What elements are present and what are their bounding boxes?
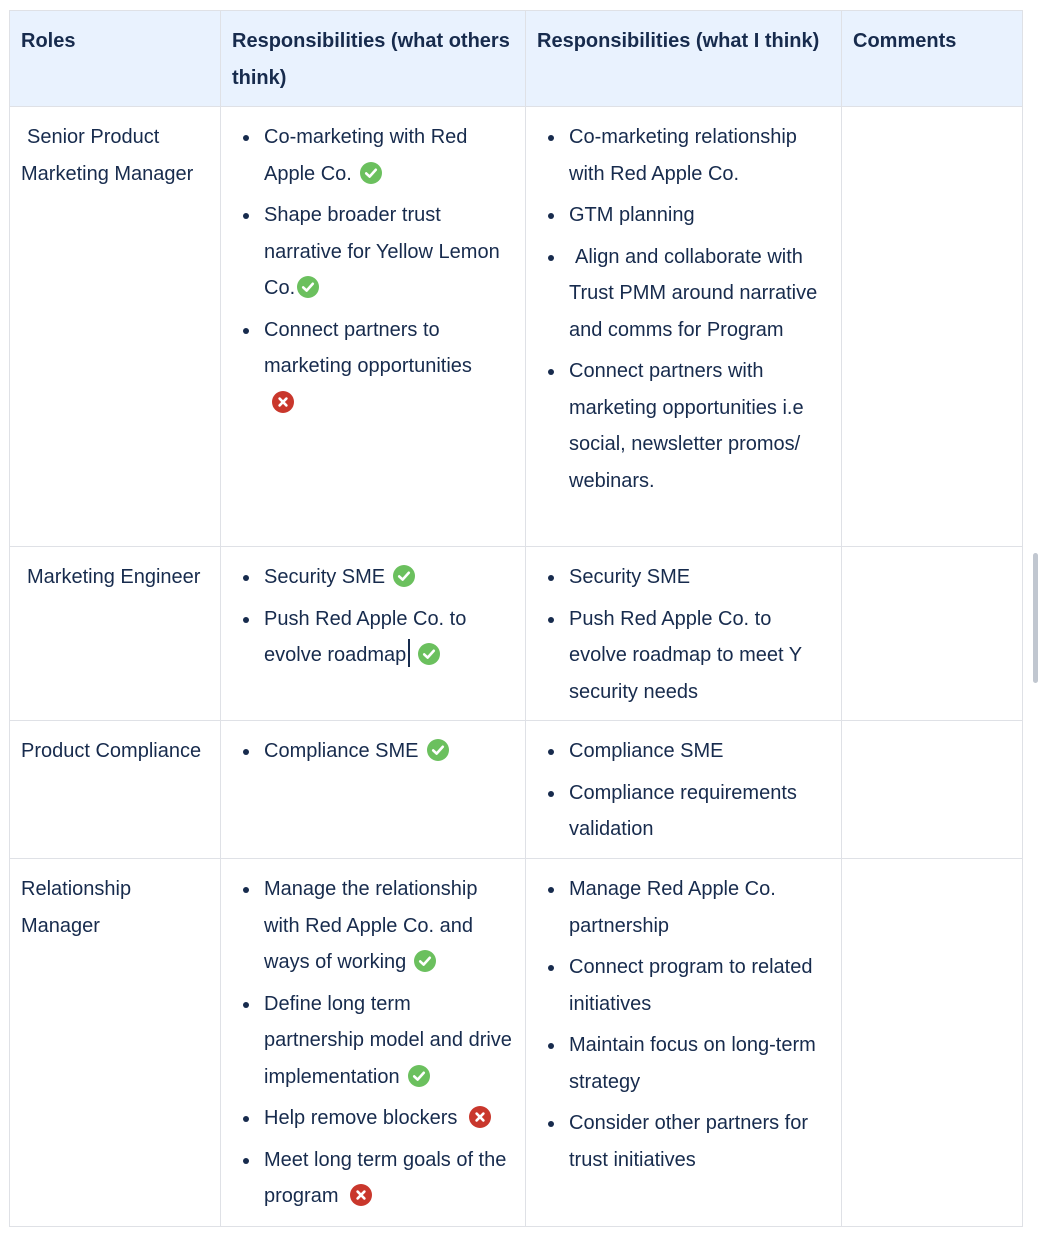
item-text: Meet long term goals of the program xyxy=(264,1148,507,1207)
others-cell[interactable] xyxy=(221,107,526,547)
list-item: GTM planning xyxy=(569,197,830,234)
comments-cell[interactable] xyxy=(842,721,1023,859)
item-text: Manage the relationship with Red Apple Co. and ways of working xyxy=(264,878,478,973)
list-item: Compliance SME xyxy=(569,733,830,770)
item-text: Shape broader trust narrative for Yellow Lemon Co. xyxy=(264,204,500,299)
role-name: Marketing Engineer xyxy=(27,566,201,588)
list-item: Maintain focus on long-term strategy xyxy=(569,1027,830,1100)
item-text: Co-marketing with Red Apple Co. xyxy=(264,126,468,185)
list-item: Push Red Apple Co. to evolve roadmap to meet Y security needs xyxy=(569,601,830,711)
check-circle-icon xyxy=(360,162,382,184)
check-circle-icon xyxy=(393,565,415,587)
others-list xyxy=(232,733,514,770)
item-text: Connect partners to marketing opportunities xyxy=(264,318,472,377)
others-cell[interactable] xyxy=(221,721,526,859)
cross-circle-icon xyxy=(272,391,294,413)
others-cell[interactable] xyxy=(221,547,526,721)
list-item: Connect partners with marketing opportunities i.e social, newsletter promos/ webinars. xyxy=(569,353,830,499)
list-item xyxy=(264,1142,514,1215)
role-name: Senior Product Marketing Manager xyxy=(21,126,194,185)
list-item xyxy=(264,601,514,674)
table-row xyxy=(10,547,1023,721)
item-text: Compliance SME xyxy=(264,740,419,762)
role-name: Relationship Manager xyxy=(21,878,132,937)
list-item xyxy=(264,197,514,307)
comments-cell[interactable] xyxy=(842,547,1023,721)
list-item: Security SME xyxy=(569,559,830,596)
item-text: Define long term partnership model and drive implementation xyxy=(264,992,512,1088)
mine-list xyxy=(537,559,830,710)
check-circle-icon xyxy=(414,950,436,972)
role-name: Product Compliance xyxy=(21,740,202,762)
item-text: Push Red Apple Co. to evolve roadmap xyxy=(264,607,467,666)
item-text: Align and collaborate with Trust PMM around narrative and comms for Program xyxy=(569,245,818,341)
list-item xyxy=(264,559,514,596)
cross-circle-icon xyxy=(350,1184,372,1206)
others-list xyxy=(232,871,514,1215)
check-circle-icon xyxy=(418,643,440,665)
list-item: Compliance requirements validation xyxy=(569,775,830,848)
roles-document xyxy=(9,10,1022,1227)
mine-cell[interactable] xyxy=(526,721,842,859)
list-item: Connect program to related initiatives xyxy=(569,949,830,1022)
others-list xyxy=(232,559,514,674)
header-responsibilities-others[interactable]: Responsibilities (what others think) xyxy=(221,11,526,107)
mine-cell[interactable] xyxy=(526,107,842,547)
item-text: Help remove blockers xyxy=(264,1107,458,1129)
mine-list xyxy=(537,733,830,848)
table-row xyxy=(10,107,1023,547)
role-cell[interactable] xyxy=(10,547,221,721)
list-item: Manage Red Apple Co. partnership xyxy=(569,871,830,944)
item-text: Security SME xyxy=(264,566,386,588)
list-item xyxy=(264,1100,514,1137)
table-row xyxy=(10,721,1023,859)
scrollbar-thumb[interactable] xyxy=(1033,553,1038,683)
role-cell[interactable] xyxy=(10,721,221,859)
header-responsibilities-mine[interactable]: Responsibilities (what I think) xyxy=(526,11,842,107)
list-item xyxy=(264,871,514,981)
list-item xyxy=(264,119,514,192)
check-circle-icon xyxy=(408,1065,430,1087)
list-item xyxy=(264,986,514,1096)
comments-cell[interactable] xyxy=(842,859,1023,1227)
text-cursor xyxy=(408,639,410,667)
role-cell[interactable] xyxy=(10,859,221,1227)
check-circle-icon xyxy=(427,739,449,761)
others-list xyxy=(232,119,514,421)
mine-cell[interactable] xyxy=(526,859,842,1227)
header-roles[interactable]: Roles xyxy=(10,11,221,107)
list-item: Co-marketing relationship with Red Apple Co. xyxy=(569,119,830,192)
header-comments[interactable]: Comments xyxy=(842,11,1023,107)
check-circle-icon xyxy=(297,276,319,298)
mine-list xyxy=(537,871,830,1178)
mine-cell[interactable] xyxy=(526,547,842,721)
mine-list xyxy=(537,119,830,499)
cross-circle-icon xyxy=(469,1106,491,1128)
roles-responsibilities-table xyxy=(9,10,1023,1227)
list-item: Consider other partners for trust initiatives xyxy=(569,1105,830,1178)
role-cell[interactable] xyxy=(10,107,221,547)
comments-cell[interactable] xyxy=(842,107,1023,547)
table-row xyxy=(10,859,1023,1227)
list-item xyxy=(264,312,514,422)
others-cell[interactable] xyxy=(221,859,526,1227)
list-item xyxy=(569,239,830,349)
header-row xyxy=(10,11,1023,107)
list-item xyxy=(264,733,514,770)
